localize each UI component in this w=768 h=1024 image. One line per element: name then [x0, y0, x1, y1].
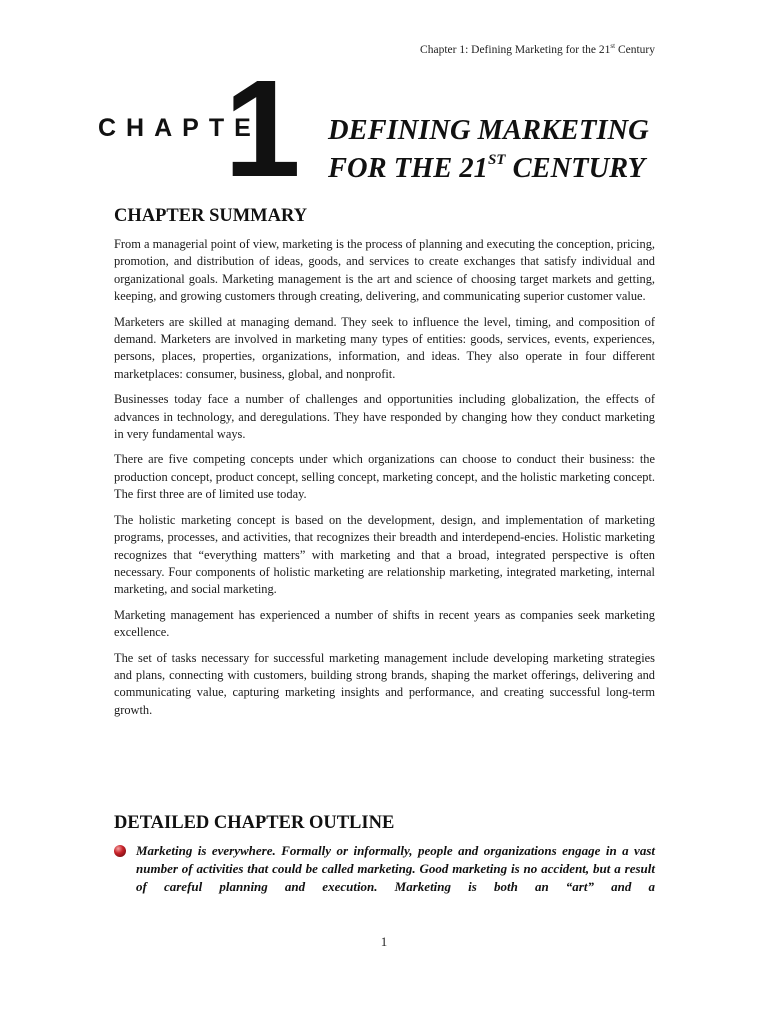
page-number: 1: [380, 934, 388, 949]
detailed-outline-heading: DETAILED CHAPTER OUTLINE: [114, 813, 395, 833]
chapter-title-line-1: DEFINING MARKETING: [328, 115, 649, 146]
outline-item-text: Marketing is everywhere. Formally or informally, people and organizations engage in a vast number of activities that could be called marketing. Good marketing is no accident, but a result of careful planning and execution. Marketing is both an “art” and a: [136, 843, 655, 894]
red-bullet-icon: [114, 845, 126, 857]
chapter-number: 1: [224, 52, 297, 206]
running-header: [420, 44, 655, 56]
chapter-summary-heading: CHAPTER SUMMARY: [114, 206, 308, 226]
summary-paragraph: Marketers are skilled at managing demand. They seek to influence the level, timing, and composition of demand. Marketers are involved in marketing many types of entities: goods, services, events, experiences, persons, places, properties, organizations, information, and ideas. They also operate in four different marketplaces: consumer, business, global, and nonprofit.: [114, 314, 655, 381]
summary-paragraph: Businesses today face a number of challenges and opportunities including globalization, the effects of advances in technology, and deregulations. They have responded by changing how they conduct marketing in very fundamental ways.: [114, 392, 655, 442]
chapter-title-line-2: [328, 150, 649, 188]
running-header-text: Chapter 1: Defining Marketing for the 21: [420, 44, 611, 56]
chapter-title-superscript: ST: [487, 152, 506, 168]
chapter-title-line-2-end: CENTURY: [505, 153, 646, 184]
summary-paragraph: Marketing management has experienced a number of shifts in recent years as companies seek marketing excellence.: [114, 607, 655, 640]
summary-paragraph: There are five competing concepts under which organizations can choose to conduct their business: the production concept, product concept, selling concept, marketing concept, and the holistic marketing concept. The first three are of limited use today.: [114, 452, 655, 502]
summary-paragraph: From a managerial point of view, marketing is the process of planning and executing the conception, pricing, promotion, and distribution of ideas, goods, and services to create exchanges that satisfy individual and organizational goals. Marketing management is the art and science of choosing target markets and getting, keeping, and growing customers through creating, delivering, and communicating superior customer value.: [114, 237, 655, 304]
chapter-title: [328, 112, 649, 188]
running-header-text-end: Century: [615, 44, 655, 56]
summary-paragraph: The holistic marketing concept is based on the development, design, and implementation of marketing programs, processes, and activities, that recognizes their breadth and interdepend-encies. Holistic marketing recognizes that “everything matters” with marketing and that a broad, integrated perspective is often necessary. Four components of holistic marketing are relationship marketing, integrated marketing, internal marketing, and social marketing.: [114, 512, 655, 597]
chapter-title-line-2-text: FOR THE 21: [328, 153, 488, 184]
chapter-label: CHAPTE: [98, 114, 261, 142]
running-header-superscript: st: [610, 42, 616, 50]
outline-list-item: [114, 842, 655, 896]
summary-paragraph: The set of tasks necessary for successful marketing management include developing marketing strategies and plans, connecting with customers, building strong brands, shaping the market offerings, delivering and communicating value, capturing marketing insights and performance, and creating successful long-term growth.: [114, 650, 655, 717]
chapter-summary: [114, 236, 655, 727]
